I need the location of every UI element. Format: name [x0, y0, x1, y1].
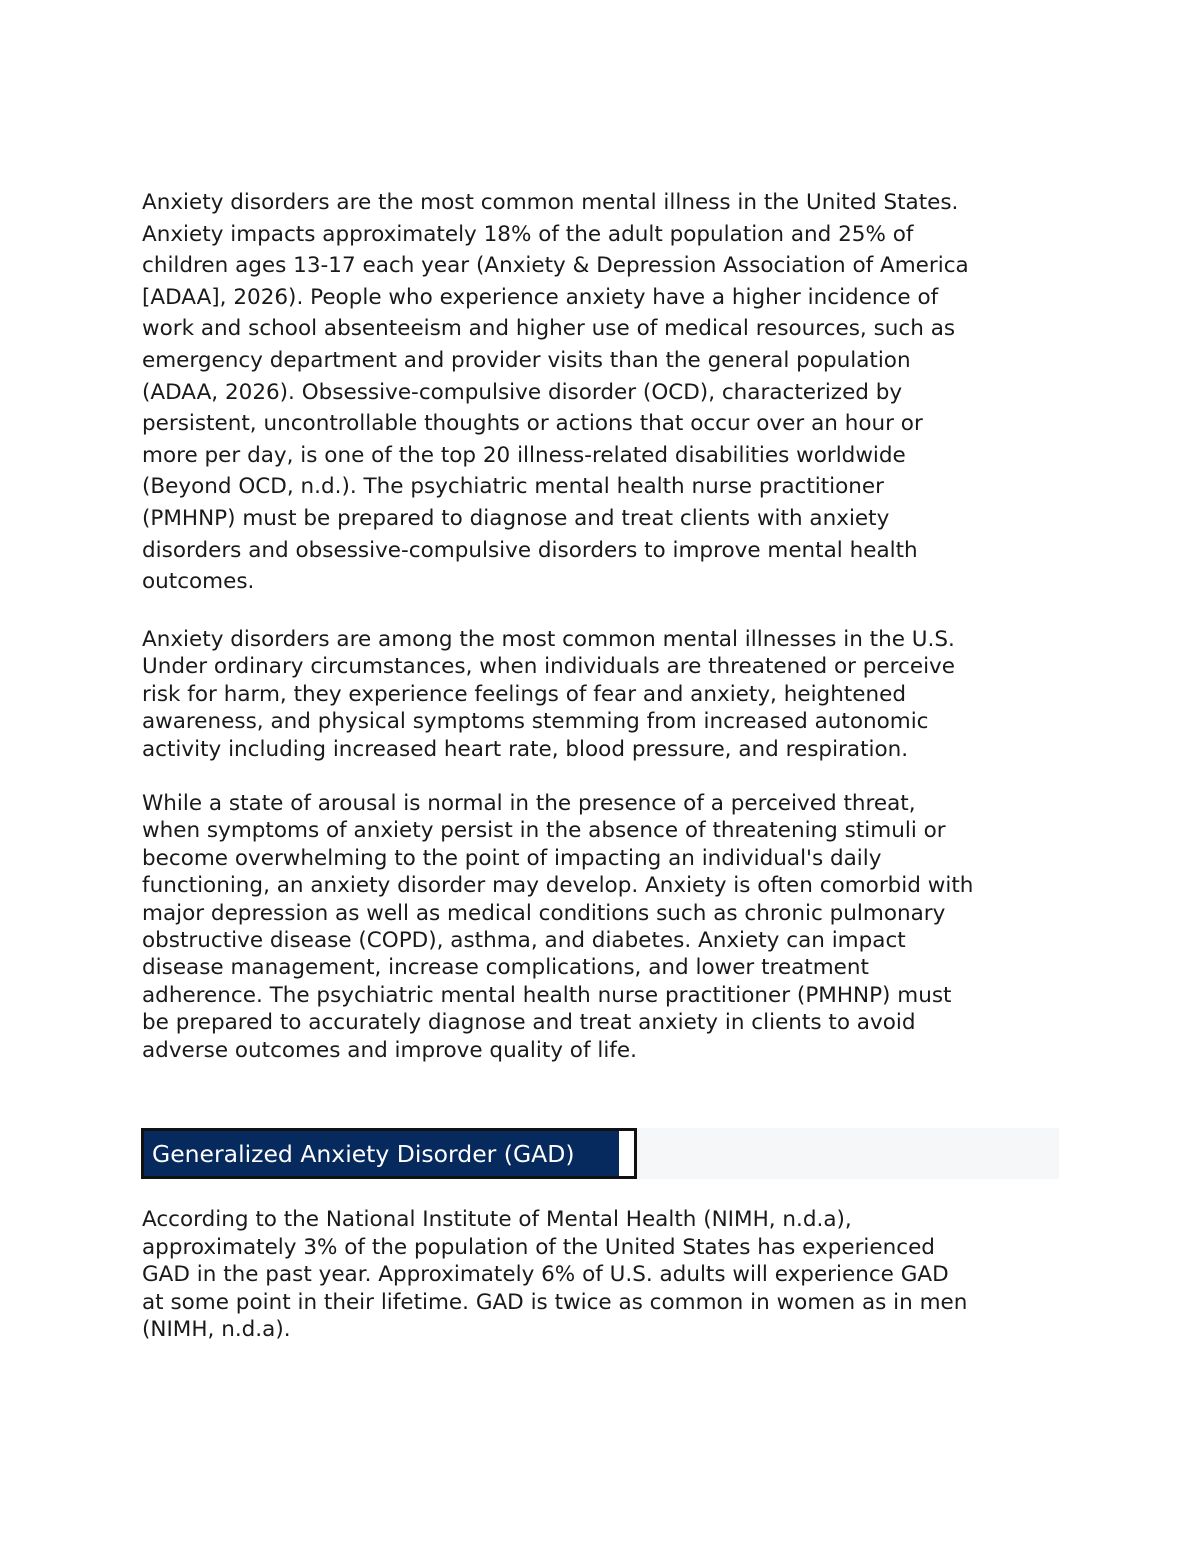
- paragraph-line: (ADAA, 2026). Obsessive-compulsive disorder (OCD), characterized by: [142, 379, 903, 405]
- paragraph-line: work and school absenteeism and higher use of medical resources, such as: [142, 316, 956, 342]
- paragraph-line: (NIMH, n.d.a).: [142, 1317, 291, 1343]
- paragraph-line: (PMHNP) must be prepared to diagnose and treat clients with anxiety: [142, 505, 890, 531]
- paragraph-line: obstructive disease (COPD), asthma, and diabetes. Anxiety can impact: [142, 928, 906, 954]
- paragraph-line: emergency department and provider visits than the general population: [142, 347, 911, 373]
- paragraph-intro: [142, 187, 1062, 598]
- paragraph-line: adverse outcomes and improve quality of life.: [142, 1037, 637, 1063]
- paragraph-line: Under ordinary circumstances, when individuals are threatened or perceive: [142, 654, 955, 680]
- paragraph-line: outcomes.: [142, 569, 255, 595]
- paragraph-line: approximately 3% of the population of the United States has experienced: [142, 1234, 935, 1260]
- paragraph-line: disorders and obsessive-compulsive disorders to improve mental health: [142, 537, 918, 563]
- paragraph-line: awareness, and physical symptoms stemming from increased autonomic: [142, 709, 929, 735]
- paragraph-anxiety-overview: [142, 626, 1062, 763]
- paragraph-line: risk for harm, they experience feelings of fear and anxiety, heightened: [142, 681, 906, 707]
- paragraph-line: (Beyond OCD, n.d.). The psychiatric mental health nurse practitioner: [142, 474, 884, 500]
- paragraph-line: activity including increased heart rate, blood pressure, and respiration.: [142, 736, 909, 762]
- paragraph-line: children ages 13-17 each year (Anxiety & Depression Association of America: [142, 253, 969, 279]
- paragraph-line: be prepared to accurately diagnose and treat anxiety in clients to avoid: [142, 1010, 916, 1036]
- paragraph-line: GAD in the past year. Approximately 6% of U.S. adults will experience GAD: [142, 1262, 949, 1288]
- paragraph-line: become overwhelming to the point of impacting an individual's daily: [142, 845, 882, 871]
- paragraph-line: According to the National Institute of Mental Health (NIMH, n.d.a),: [142, 1207, 852, 1232]
- paragraph-line: Anxiety disorders are among the most common mental illnesses in the U.S.: [142, 627, 955, 652]
- paragraph-arousal: [142, 790, 1062, 1064]
- section-heading-box: [141, 1128, 637, 1179]
- paragraph-line: adherence. The psychiatric mental health nurse practitioner (PMHNP) must: [142, 982, 952, 1008]
- paragraph-line: disease management, increase complications, and lower treatment: [142, 955, 869, 981]
- paragraph-line: Anxiety disorders are the most common mental illness in the United States.: [142, 190, 959, 215]
- paragraph-line: major depression as well as medical conditions such as chronic pulmonary: [142, 900, 946, 926]
- paragraph-line: Anxiety impacts approximately 18% of the adult population and 25% of: [142, 221, 914, 247]
- paragraph-line: more per day, is one of the top 20 illness-related disabilities worldwide: [142, 442, 906, 468]
- paragraph-line: at some point in their lifetime. GAD is twice as common in women as in men: [142, 1289, 968, 1315]
- section-heading: Generalized Anxiety Disorder (GAD): [152, 1140, 575, 1168]
- paragraph-line: persistent, uncontrollable thoughts or actions that occur over an hour or: [142, 411, 923, 437]
- paragraph-gad-prevalence: [142, 1206, 1062, 1344]
- paragraph-line: when symptoms of anxiety persist in the absence of threatening stimuli or: [142, 818, 946, 844]
- section-heading-fill: [144, 1131, 619, 1176]
- paragraph-line: functioning, an anxiety disorder may develop. Anxiety is often comorbid with: [142, 873, 974, 899]
- paragraph-line: [ADAA], 2026). People who experience anxiety have a higher incidence of: [142, 284, 939, 310]
- paragraph-line: While a state of arousal is normal in the presence of a perceived threat,: [142, 791, 916, 816]
